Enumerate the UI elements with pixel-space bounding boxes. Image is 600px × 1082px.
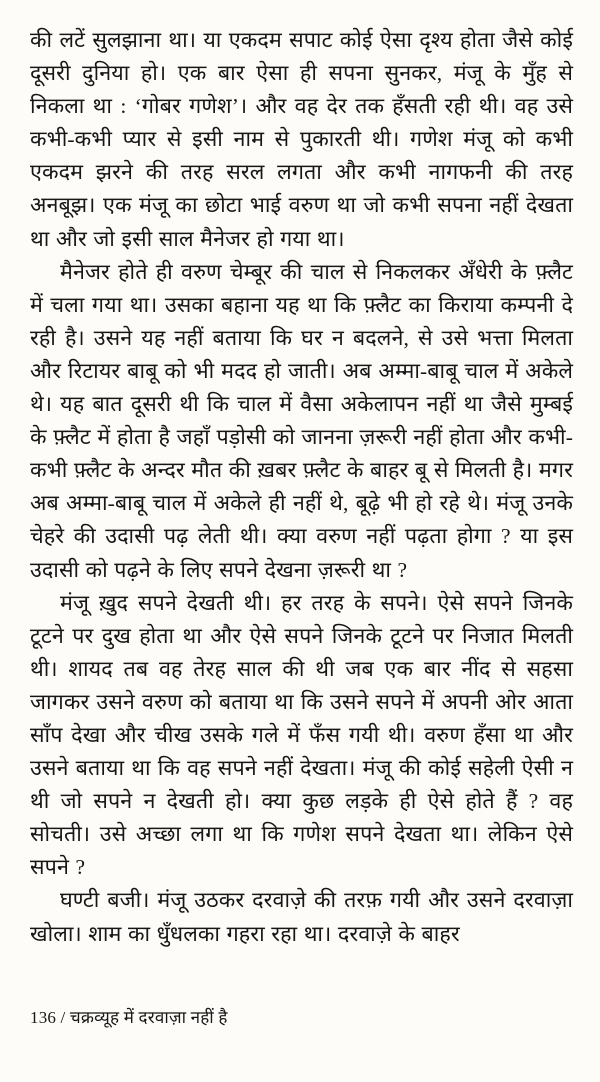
- body-text-block: [30, 24, 573, 951]
- body-paragraph: मैनेजर होते ही वरुण चेम्बूर की चाल से निकलकर अँधेरी के फ़्लैट में चला गया था। उसका बहाना यह था कि फ़्लैट का किराया कम्पनी दे रही है। उसने यह नहीं बताया कि घर न बदलने, से उसे भत्ता मिलता और रिटायर बाबू को भी मदद हो जाती। अब अम्मा-बाबू चाल में अकेले थे। यह बात दूसरी थी कि चाल में वैसा अकेलापन नहीं था जैसे मुम्बई के फ़्लैट में होता है जहाँ पड़ोसी को जानना ज़रूरी नहीं होता और कभी-कभी फ़्लैट के अन्दर मौत की ख़बर फ़्लैट के बाहर बू से मिलती है। मगर अब अम्मा-बाबू चाल में अकेले ही नहीं थे, बूढ़े भी हो रहे थे। मंजू उनके चेहरे की उदासी पढ़ लेती थी। क्या वरुण नहीं पढ़ता होगा ? या इस उदासी को पढ़ने के लिए सपने देखना ज़रूरी था ?: [30, 259, 573, 582]
- page-footer: 136 / चक्रव्यूह में दरवाज़ा नहीं है: [30, 1008, 228, 1027]
- body-paragraph: की लटें सुलझाना था। या एकदम सपाट कोई ऐसा दृश्य होता जैसे कोई दूसरी दुनिया हो। एक बार ऐसा ही सपना सुनकर, मंजू के मुँह से निकला था : ‘गोबर गणेश’। और वह देर तक हँसती रही थी। वह उसे कभी-कभी प्यार से इसी नाम से पुकारती थी। गणेश मंजू को कभी एकदम झरने की तरह सरल लगता और कभी नागफनी की तरह अनबूझ। एक मंजू का छोटा भाई वरुण था जो कभी सपना नहीं देखता था और जो इसी साल मैनेजर हो गया था।: [30, 28, 573, 251]
- body-paragraph: घण्टी बजी। मंजू उठकर दरवाज़े की तरफ़ गयी और उसने दरवाज़ा खोला। शाम का धुँधलका गहरा रहा था। दरवाज़े के बाहर: [30, 888, 573, 946]
- body-paragraph: मंजू ख़ुद सपने देखती थी। हर तरह के सपने। ऐसे सपने जिनके टूटने पर दुख होता था और ऐसे सपने जिनके टूटने पर निजात मिलती थी। शायद तब वह तेरह साल की थी जब एक बार नींद से सहसा जागकर उसने वरुण को बताया था कि उसने सपने में अपनी ओर आता साँप देखा और चीख उसके गले में फँस गयी थी। वरुण हँसा था और उसने बताया था कि वह सपने नहीं देखता। मंजू की कोई सहेली ऐसी न थी जो सपने न देखती हो। क्या कुछ लड़के ही ऐसे होते हैं ? वह सोचती। उसे अच्छा लगा था कि गणेश सपने देखता था। लेकिन ऐसे सपने ?: [30, 590, 573, 880]
